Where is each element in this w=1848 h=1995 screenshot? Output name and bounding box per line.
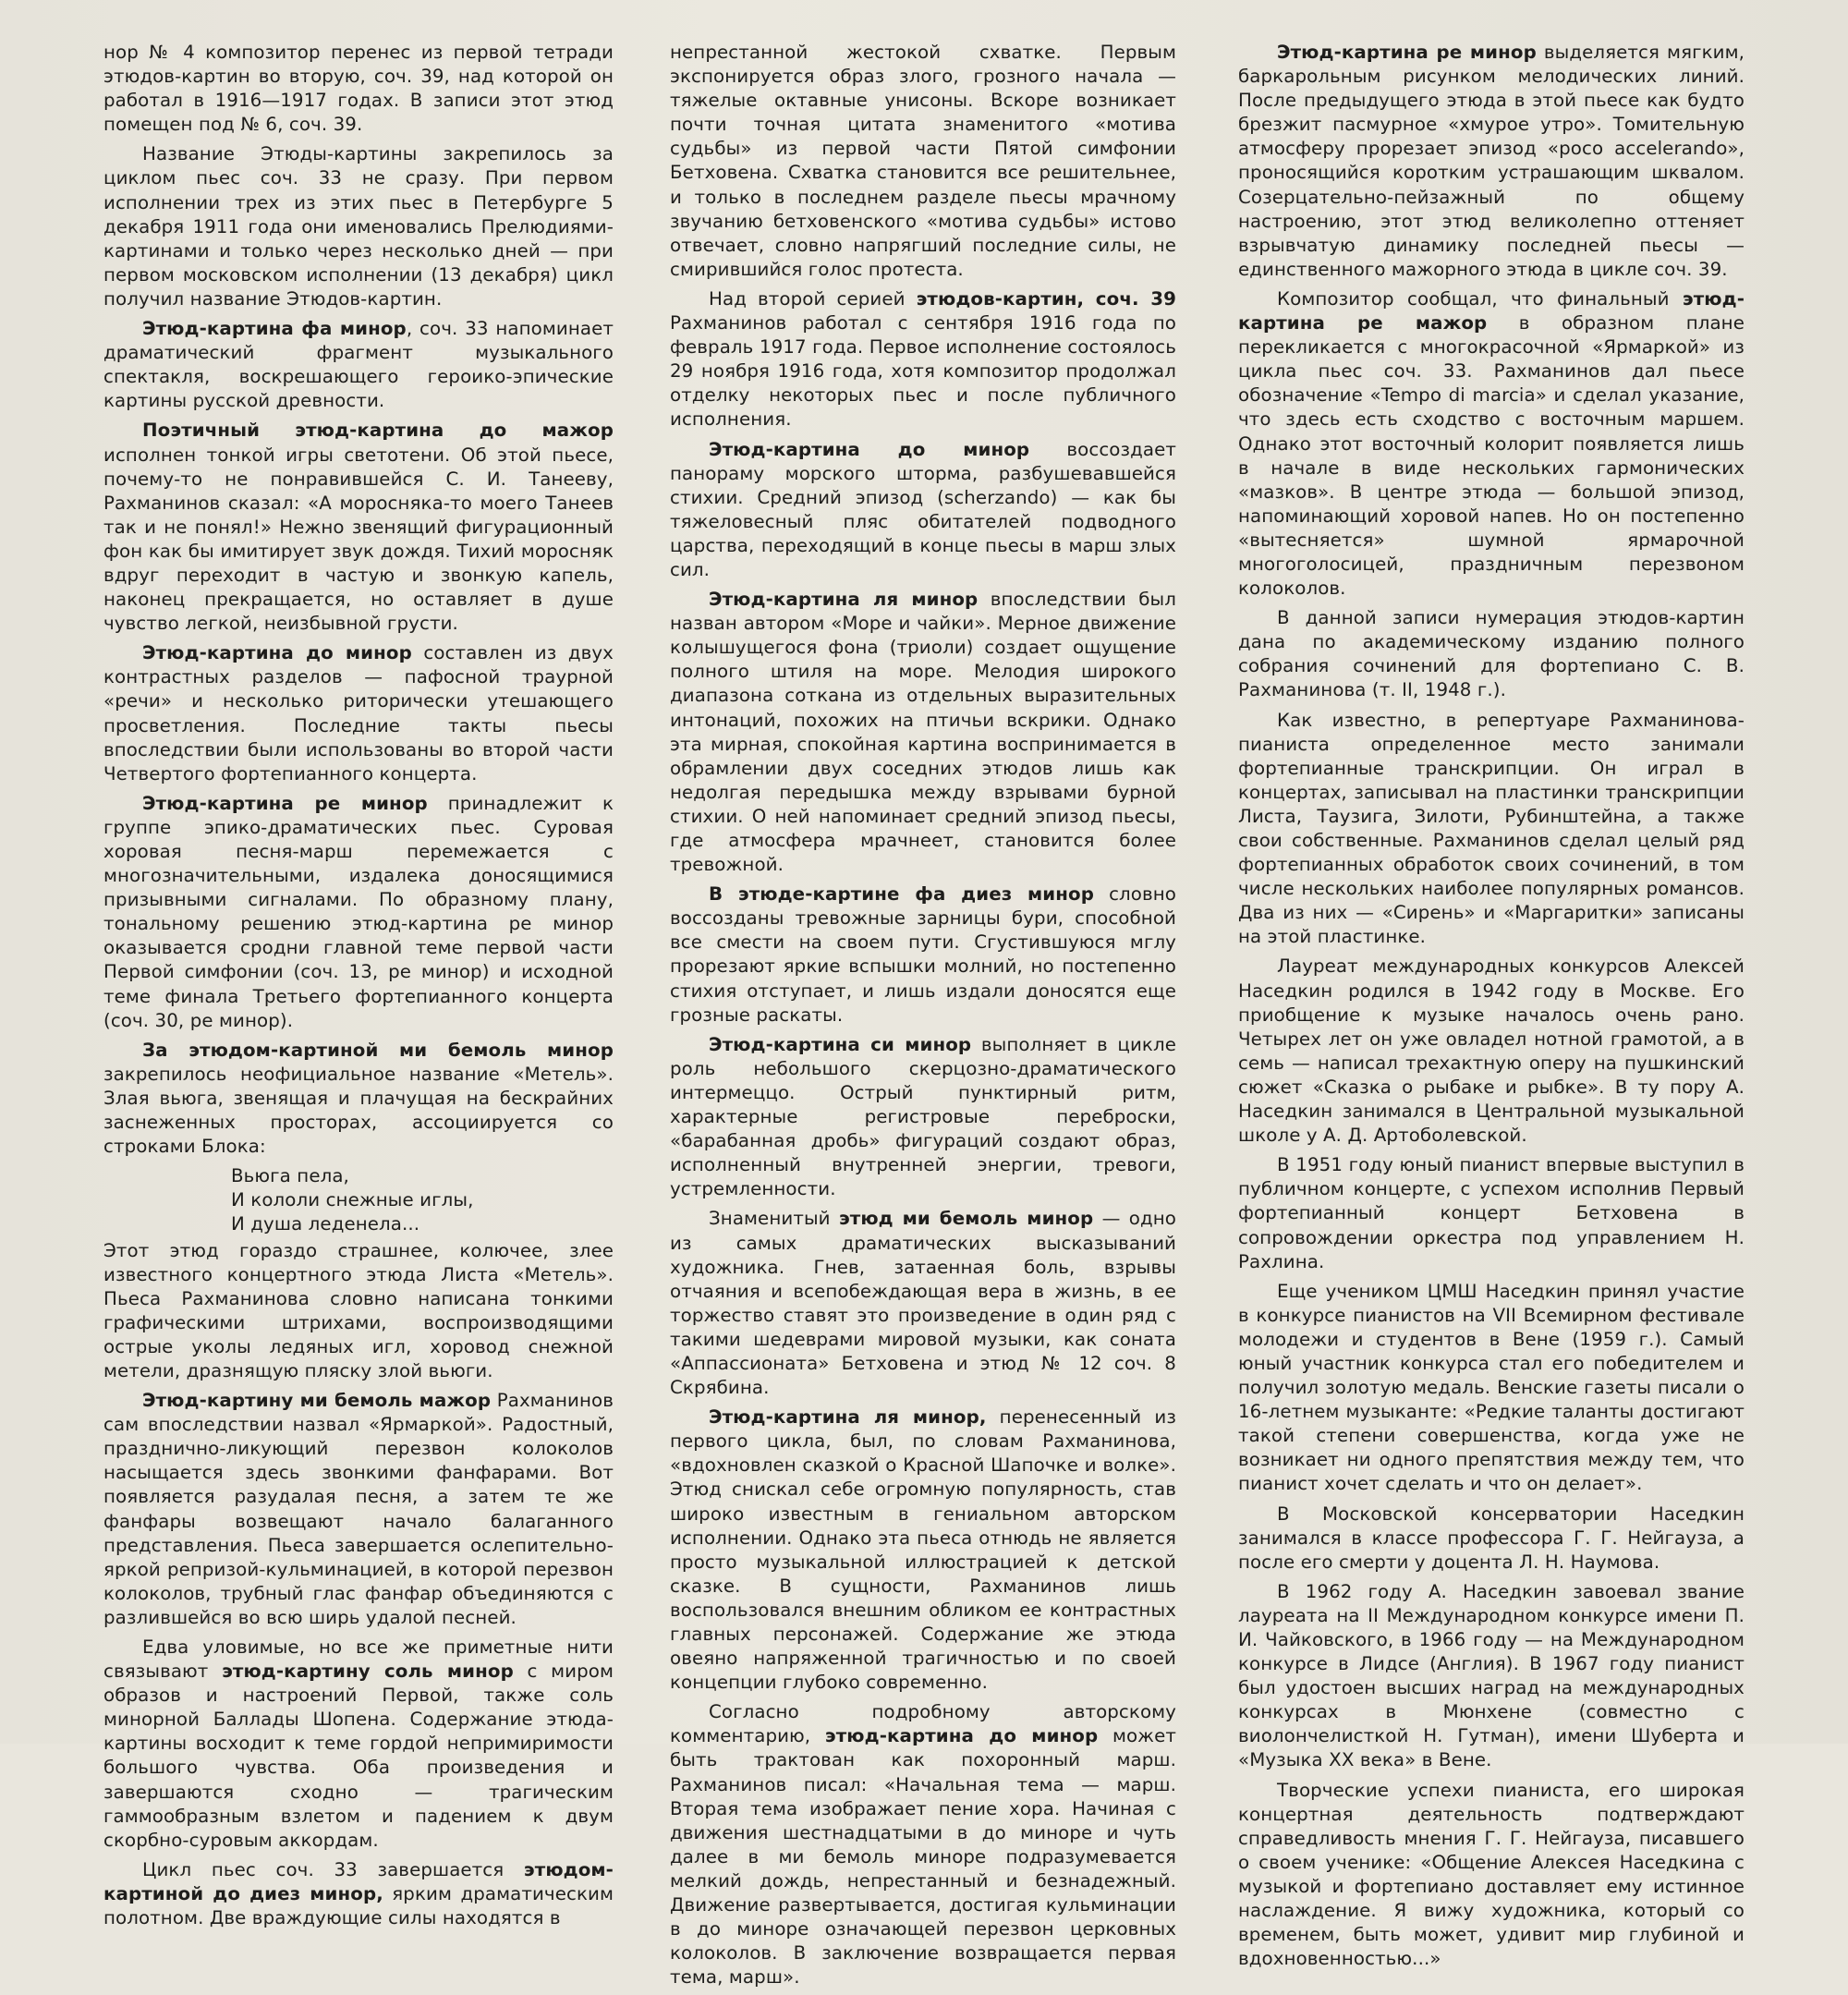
text-run: Рахманинов работал с сентября 1916 года по февраль 1917 года. Первое исполнение состоялось 29 ноября 1916 года, хотя композитор продолжал отделку некоторых пьес и после публичного исполнения. xyxy=(670,312,1176,431)
bold-term: Этюд-картина ля минор xyxy=(709,589,979,611)
paragraph xyxy=(670,1405,1176,1695)
text-run: с миром образов и настроений Первой, также соль минорной Баллады Шопена. Содержание этюда-картины восходит к теме гордой непримиримости большого чувства. Оба произведения и завершаются сходно — трагическим гаммообразным взлетом и падением к двум скорбно-суровым аккордам. xyxy=(103,1660,614,1851)
paragraph xyxy=(103,1039,614,1159)
text-run: выполняет в цикле роль небольшого скерцозно-драматического интермеццо. Острый пунктирный ритм, характерные регистровые переброски, «барабанная дробь» фигураций создают образ, исполненный внутренней энергии, тревоги, устремленности. xyxy=(670,1033,1176,1200)
text-run: нор № 4 композитор перенес из первой тетради этюдов-картин во вторую, соч. 39, над которой он работал в 1916—1917 годах. В записи этот этюд помещен под № 6, соч. 39. xyxy=(103,42,614,136)
paragraph xyxy=(1238,41,1745,282)
text-run: словно воссозданы тревожные зарницы бури, способной все смести на своем пути. Сгустившуюся мглу прорезают яркие вспышки молний, но постепенно стихия отступает, и лишь издали доносятся еще грозные раскаты. xyxy=(670,883,1176,1026)
text-run: Согласно подробному авторскому комментарию, xyxy=(670,1701,1176,1747)
text-run: воссоздает панораму морского шторма, разбушевавшейся стихии. Средний эпизод (scherzando) — как бы тяжеловесный пляс обитателей подводного царства, переходящий в конце пьесы в марш злых сил. xyxy=(670,438,1177,580)
paragraph xyxy=(1238,1779,1745,1972)
bold-term: этюдом-картиной до диез минор, xyxy=(103,1858,614,1904)
paragraph xyxy=(670,1033,1176,1202)
bold-term: Этюд-картина си минор xyxy=(709,1033,972,1055)
text-run: впоследствии был назван автором «Море и чайки». Мерное движение колышущегося фона (триоли) создает ощущение полного штиля на море. Мелодия широкого диапазона соткана из отдельных выразительных интонаций, похожих на птичьи вскрики. Однако эта мирная, спокойная картина воспринимается в обрамлении двух соседних этюдов лишь как недолгая передышка между взрывами бурной стихии. О ней напоминает средний эпизод пьесы, где атмосфера мрачнеет, становится более тревожной. xyxy=(670,589,1176,876)
paragraph xyxy=(103,317,614,413)
bold-term: Этюд-картину ми бемоль мажор xyxy=(142,1390,492,1412)
bold-term: За этюдом-картиной ми бемоль минор xyxy=(142,1039,614,1061)
bold-term: этюд-картина ре мажор xyxy=(1238,287,1745,335)
text-run: — одно из самых драматических высказываний художника. Гнев, затаенная боль, взрывы отчаяния и всепобеждающая вера в жизнь, в ее торжество ставят это произведение в один ряд с такими шедеврами мировой музыки, как соната «Аппассионата» Бетховена и этюд № 12 соч. 8 Скрябина. xyxy=(670,1208,1176,1399)
paragraph xyxy=(103,641,614,786)
paragraph xyxy=(1238,1580,1745,1773)
paragraph xyxy=(670,588,1176,877)
text-run: Еще учеником ЦМШ Наседкин принял участие в конкурсе пианистов на VII Всемирном фестивале молодежи и студентов в Вене (1959 г.). Самый юный участник конкурса стал его победителем и получил золотую медаль. Венские газеты писали о 16-летнем музыканте: «Редкие таланты достигают такой степени совершенства, когда уже не возникает ни одного препятствия между тем, что пианист хочет сделать и что он делает». xyxy=(1238,1280,1745,1495)
text-run: ярким драматическим полотном. Две враждующие силы находятся в xyxy=(103,1882,614,1929)
text-run: в образном плане перекликается с многокрасочной «Ярмаркой» из цикла пьес соч. 33. Рахманинов дал пьесе обозначение «Tempo di marcia» и сделал указание, что здесь есть сходство с восточным маршем. Однако этот восточный колорит появляется лишь в начале в виде нескольких гармонических «мазков». В центре этюда — большой эпизод, напоминающий хоровой напев. Но он постепенно «вытесняется» шумной ярмарочной многоголосицей, праздничным перезвоном колоколов. xyxy=(1238,312,1745,600)
text-run: Знаменитый xyxy=(709,1208,839,1230)
text-run: исполнен тонкой игры светотени. Об этой пьесе, почему-то не понравившейся С. И. Танееву, Рахманинов сказал: «А моросняка-то моего Танеев так и не понял!» Нежно звенящий фигурационный фон как бы имитирует звук дождя. Тихий моросняк вдруг переходит в частую и звонкую капель, наконец прекращается, но оставляет в душе чувство легкой, неизбывной грусти. xyxy=(103,444,614,635)
paragraph xyxy=(103,1636,614,1853)
bold-term: этюдов-картин, соч. 39 xyxy=(916,287,1176,310)
paragraph xyxy=(1238,606,1745,702)
paragraph xyxy=(103,419,614,636)
bold-term: этюд-картину соль минор xyxy=(222,1660,514,1683)
text-column-1 xyxy=(103,41,614,1936)
paragraph xyxy=(103,792,614,1033)
paragraph xyxy=(670,287,1176,432)
paragraph xyxy=(670,1700,1176,1989)
text-run: В 1962 году А. Наседкин завоевал звание лауреата на II Международном конкурсе имени П. И. Чайковского, в 1966 году — на Международном конкурсе в Лидсе (Англия). В 1967 году пианист был удостоен высших наград на международных конкурсах в Мюнхене (совместно с виолончелисткой Н. Гутман), имени Шуберта и «Музыка XX века» в Вене. xyxy=(1238,1580,1745,1771)
text-run: непрестанной жестокой схватке. Первым экспонируется образ злого, грозного начала — тяжелые октавные унисоны. Вскоре возникает почти точная цитата знаменитого «мотива судьбы» из первой части Пятой симфонии Бетховена. Схватка становится все решительнее, и только в последнем разделе пьесы мрачному звучанию бетховенского «мотива судьбы» истово отвечает, словно напрягший последние силы, не смирившийся голос протеста. xyxy=(670,42,1176,280)
text-run: Творческие успехи пианиста, его широкая концертная деятельность подтверждают справедливость мнения Г. Г. Нейгауза, писавшего о своем ученике: «Общение Алексея Наседкина с музыкой и фортепиано доставляет ему истинное наслаждение. Я вижу художника, который со временем, быть может, удивит мир глубиной и вдохновенностью...» xyxy=(1238,1779,1745,1970)
text-run: Едва уловимые, но все же приметные нити связывают xyxy=(103,1636,614,1683)
text-run: В данной записи нумерация этюдов-картин дана по академическому изданию полного собрания сочинений для фортепиано С. В. Рахманинова (т. II, 1948 г.). xyxy=(1238,607,1745,701)
bold-term: Этюд-картина ре минор xyxy=(142,792,428,814)
paragraph xyxy=(103,41,614,137)
text-run: Этот этюд гораздо страшнее, колючее, злее известного концертного этюда Листа «Метель». Пьеса Рахманинова словно написана тонкими графическими штрихами, воспроизводящими острые уколы ледяных игл, хоровод снежной метели, дразнящую пляску злой вьюги. xyxy=(103,1239,614,1381)
text-run: Название Этюды-картины закрепилось за циклом пьес соч. 33 не сразу. При первом исполнении трех из этих пьес в Петербурге 5 декабря 1911 года они именовались Прелюдиями-картинами и только через несколько дней — при первом московском исполнении (13 декабря) цикл получил название Этюдов-картин. xyxy=(103,143,614,310)
bold-term: Этюд-картина фа минор xyxy=(142,318,407,340)
text-run: закрепилось неофициальное название «Метель». Злая вьюга, звенящая и плачущая на бескрайних заснеженных просторах, ассоциируется со строками Блока: xyxy=(103,1063,614,1158)
text-run: В Московской консерватории Наседкин занимался в классе профессора Г. Г. Нейгауза, а после его смерти у доцента Л. Н. Наумова. xyxy=(1238,1502,1745,1573)
paragraph xyxy=(103,142,614,311)
paragraph xyxy=(670,41,1176,282)
paragraph xyxy=(1238,709,1745,950)
poem-quote xyxy=(103,1164,614,1236)
paragraph xyxy=(1238,1153,1745,1273)
text-column-3 xyxy=(1238,41,1745,1977)
text-run: перенесенный из первого цикла, был, по словам Рахманинова, «вдохновлен сказкой о Красной Шапочке и волке». Этюд снискал себе огромную популярность, став широко известным в гениальном авторском исполнении. Однако эта пьеса отнюдь не является просто музыкальной иллюстрацией к детской сказке. В сущности, Рахманинов лишь воспользовался внешним обликом ее контрастных главных персонажей. Содержание же этюда овеяно напряженной трагичностью и по своей концепции глубоко современно. xyxy=(670,1406,1176,1694)
text-run: Рахманинов сам впоследствии назвал «Ярмаркой». Радостный, празднично-ликующий перезвон колоколов насыщается здесь звонкими фанфарами. Вот появляется разудалая песня, а затем те же фанфары возвещают начало балаганного представления. Пьеса завершается ослепительно-яркой репризой-кульминацией, в которой перезвон колоколов, трубный глас фанфар объединяются с разлившейся во всю ширь удалой песней. xyxy=(103,1390,614,1628)
paragraph xyxy=(1238,1502,1745,1575)
text-run: , соч. 33 напоминает драматический фрагмент музыкального спектакля, воскрешающего героико-эпические картины русской древности. xyxy=(103,318,614,412)
bold-term: Этюд-картина до минор xyxy=(142,642,412,664)
bold-term: Этюд-картина ре минор xyxy=(1277,42,1537,63)
bold-term: этюд-картина до минор xyxy=(824,1725,1099,1747)
bold-term: Этюд-картина ля минор, xyxy=(709,1406,987,1429)
text-run: В 1951 году юный пианист впервые выступил в публичном концерте, с успехом исполнив Первый фортепианный концерт Бетховена в сопровождении оркестра под управлением Н. Рахлина. xyxy=(1238,1154,1745,1272)
paragraph xyxy=(1238,955,1745,1148)
poem-line: И кололи снежные иглы, xyxy=(231,1189,474,1211)
text-run: Композитор сообщал, что финальный xyxy=(1277,287,1683,310)
text-run: Как известно, в репертуаре Рахманинова-пианиста определенное место занимали фортепианные транскрипции. Он играл в концертах, записывал на пластинки транскрипции Листа, Таузига, Зилоти, Рубинштейна, а также свои собственные. Рахманинов сделал целый ряд фортепианных обработок своих сочинений, в том числе нескольких наиболее популярных романсов. Два из них — «Сирень» и «Маргаритки» записаны на этой пластинке. xyxy=(1238,709,1745,948)
text-run: Лауреат международных конкурсов Алексей Наседкин родился в 1942 году в Москве. Его приобщение к музыке началось очень рано. Четырех лет он уже овладел нотной грамотой, а в семь — написал трехактную оперу на пушкинский сюжет «Сказка о рыбаке и рыбке». В ту пору А. Наседкин занимался в Центральной музыкальной школе у А. Д. Артоболевской. xyxy=(1238,955,1745,1147)
bold-term: Этюд-картина до минор xyxy=(709,438,1030,460)
paragraph xyxy=(1238,287,1745,601)
paragraph xyxy=(103,1858,614,1930)
bold-term: В этюде-картине фа диез минор xyxy=(709,883,1094,906)
paragraph xyxy=(670,1207,1176,1400)
text-column-2 xyxy=(670,41,1176,1995)
paragraph xyxy=(103,1389,614,1630)
text-run: Цикл пьес соч. 33 завершается xyxy=(142,1858,524,1880)
text-run: составлен из двух контрастных разделов — пафосной траурной «речи» и несколько риторически утешающего просветления. Последние такты пьесы впоследствии были использованы во второй части Четвертого фортепианного концерта. xyxy=(103,642,614,785)
paragraph xyxy=(103,1239,614,1384)
paragraph xyxy=(670,438,1176,583)
bold-term: этюд ми бемоль минор xyxy=(838,1208,1094,1230)
text-run: выделяется мягким, баркарольным рисунком мелодических линий. После предыдущего этюда в этой пьесе как будто брезжит пасмурное «хмурое утро». Томительную атмосферу прорезает эпизод «poco accelerando», проносящийся коротким устрашающим шквалом. Созерцательно-пейзажный по общему настроению, этот этюд великолепно оттеняет взрывчатую динамику последней пьесы — единственного мажорного этюда в цикле соч. 39. xyxy=(1238,42,1745,280)
poem-line: И душа леденела... xyxy=(231,1213,420,1235)
paragraph xyxy=(1238,1280,1745,1497)
paragraph xyxy=(670,882,1176,1028)
text-run: может быть трактован как похоронный марш. Рахманинов писал: «Начальная тема — марш. Вторая тема изображает пение хора. Начиная с движения шестнадцатыми в до миноре и чуть далее в ми бемоль миноре подразумевается мелкий дождь, непрестанный и безнадежный. Движение развертывается, достигая кульминации в до миноре означающей перезвон церковных колоколов. В заключение возвращается первая тема, марш». xyxy=(670,1725,1176,1989)
poem-line: Вьюга пела, xyxy=(231,1165,349,1187)
text-run: принадлежит к группе эпико-драматических пьес. Суровая хоровая песня-марш перемежается с многозначительными, издалека доносящимися призывными сигналами. По образному плану, тональному решению этюд-картина ре минор оказывается сродни главной теме первой части Первой симфонии (соч. 13, ре минор) и исходной теме финала Третьего фортепианного концерта (соч. 30, ре минор). xyxy=(103,792,614,1031)
bold-term: Поэтичный этюд-картина до мажор xyxy=(142,420,614,442)
text-run: Над второй серией xyxy=(709,287,917,310)
